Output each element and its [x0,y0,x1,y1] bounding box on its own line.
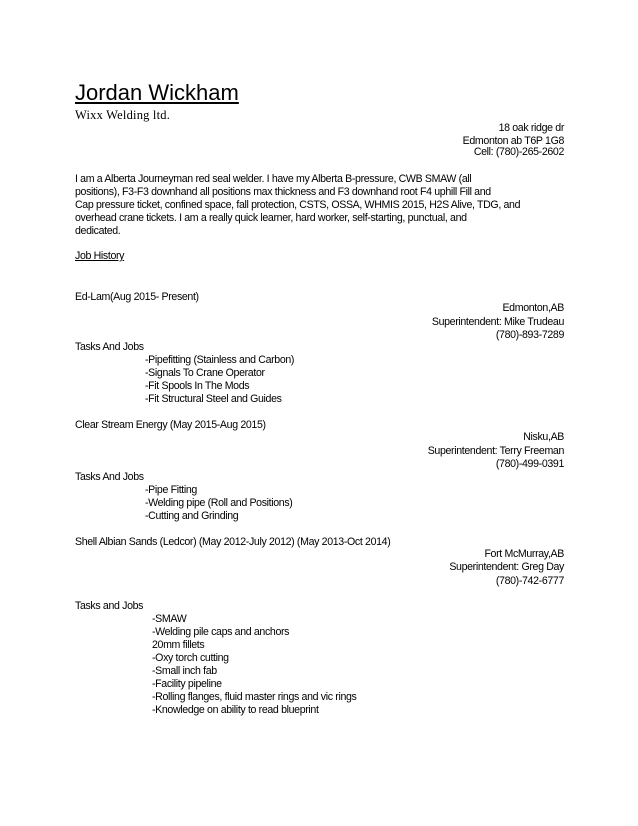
job-location: Fort McMurray,AB [484,548,564,560]
task-item: -Welding pile caps and anchors [152,626,290,638]
job-title: Ed-Lam(Aug 2015- Present) [75,291,199,303]
job-superintendent: Superintendent: Terry Freeman [427,445,564,457]
task-item: -SMAW [152,613,187,625]
task-item: -Signals To Crane Operator [145,367,265,379]
company-name: Wixx Welding ltd. [75,108,171,122]
tasks-heading: Tasks and Jobs [75,600,144,612]
task-item: -Cutting and Grinding [145,510,239,522]
tasks-heading: Tasks And Jobs [75,341,144,353]
job-location: Nisku,AB [523,431,564,443]
cell-phone: Cell: (780)-265-2602 [473,146,564,158]
job-superintendent: Superintendent: Mike Trudeau [431,316,564,328]
job-phone: (780)-893-7289 [495,329,564,341]
task-item: -Pipe Fitting [145,484,197,496]
task-item: -Pipefitting (Stainless and Carbon) [145,354,295,366]
job-location: Edmonton,AB [502,302,564,314]
summary-line: dedicated. [75,225,121,237]
task-item: 20mm fillets [152,639,205,651]
summary-line: positions), F3-F3 downhand all positions max thickness and F3 downhand root F4 uphill Fill and [75,186,491,198]
task-item: -Small inch fab [152,665,217,677]
task-item: -Knowledge on ability to read blueprint [152,704,319,716]
summary-line: Cap pressure ticket, confined space, fall protection, CSTS, OSSA, WHMIS 2015, H2S Alive, TDG, and [75,199,521,211]
summary-line: I am a Alberta Journeyman red seal welder. I have my Alberta B-pressure, CWB SMAW (all [75,173,472,185]
job-superintendent: Superintendent: Greg Day [449,561,564,573]
job-phone: (780)-499-0391 [495,458,564,470]
job-phone: (780)-742-6777 [495,575,564,587]
address-line-2: Edmonton ab T6P 1G8 [462,135,564,144]
summary-line: overhead crane tickets. I am a really quick learner, hard worker, self-starting, punctual, and [75,212,467,224]
applicant-name: Jordan Wickham [75,80,239,105]
address-line-1: 18 oak ridge dr [498,122,564,134]
job-title: Shell Albian Sands (Ledcor) (May 2012-July 2012) (May 2013-Oct 2014) [75,536,391,548]
task-item: -Facility pipeline [152,678,222,690]
task-item: -Fit Structural Steel and Guides [145,393,282,405]
task-item: -Rolling flanges, fluid master rings and vic rings [152,691,357,703]
tasks-heading: Tasks And Jobs [75,471,144,483]
task-item: -Fit Spools In The Mods [145,380,250,392]
job-title: Clear Stream Energy (May 2015-Aug 2015) [75,419,266,431]
summary-paragraph [75,173,567,238]
job-history-heading: Job History [75,250,125,262]
task-item: -Oxy torch cutting [152,652,229,664]
task-item: -Welding pipe (Roll and Positions) [145,497,293,509]
